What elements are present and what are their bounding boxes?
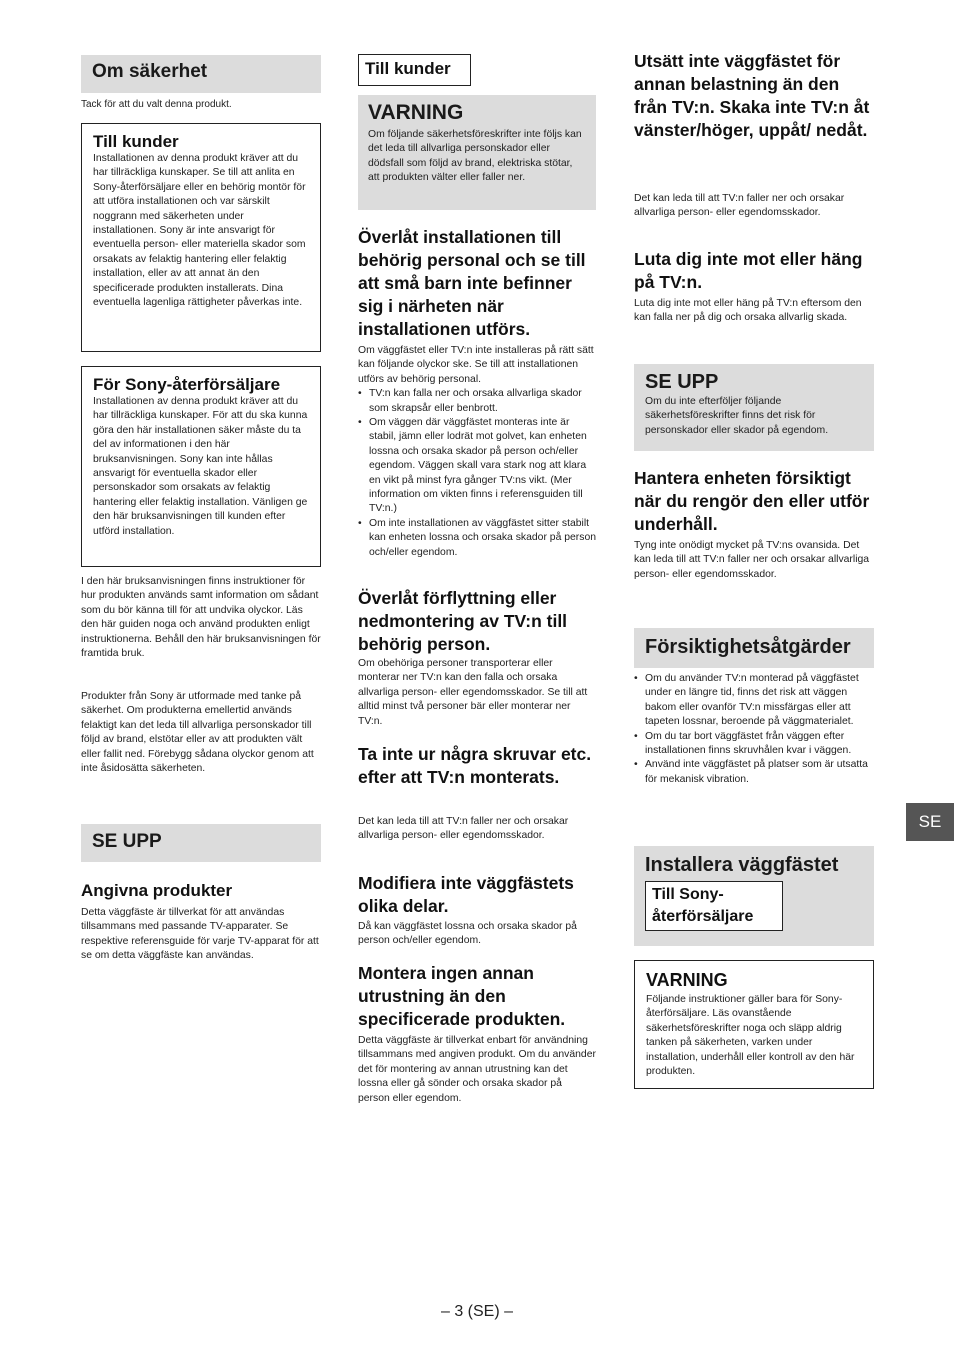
paragraph: Det kan leda till att TV:n faller ner och orsakar allvarliga person- eller egendomsskador. bbox=[358, 816, 569, 842]
section-title: Försiktighetsåtgärder bbox=[645, 636, 851, 658]
tag-label: Till kunder bbox=[365, 59, 451, 78]
box-sony-aterforsaljare bbox=[81, 366, 321, 567]
paragraph: Tyng inte onödigt mycket på TV:ns ovansida. Det kan leda till att TV:n faller ner och orsakar allvarliga person- eller egendomsskador. bbox=[634, 540, 870, 580]
heading: Utsätt inte väggfästet för annan belastning än den från TV:n. Skaka inte TV:n åt vänster/höger, uppåt/ nedåt. bbox=[634, 51, 870, 140]
paragraph: Luta dig inte mot eller häng på TV:n eftersom den kan falla ner på dig och orsaka allvarlig skada. bbox=[634, 298, 862, 324]
heading: Angivna produkter bbox=[81, 881, 233, 900]
heading: Ta inte ur några skruvar etc. efter att TV:n monterats. bbox=[358, 744, 592, 787]
se-upp-title: SE UPP bbox=[645, 371, 719, 393]
se-upp-text: Om du inte efterföljer följande säkerhetsföreskrifter finns det risk för personskador eller skador på egendom. bbox=[645, 396, 829, 436]
language-tab: SE bbox=[906, 803, 954, 841]
heading: Hantera enheten försiktigt när du rengör den eller utför underhåll. bbox=[634, 468, 870, 534]
list-item: • Använd inte väggfästet på platser som är utsatta för mekanisk vibration. bbox=[634, 758, 874, 787]
paragraph: Detta väggfäste är tillverkat för att användas tillsammans med passande TV-apparater. Se respektive referensguide för varje TV-apparat för att se om detta väggfäste kan användas. bbox=[81, 907, 319, 962]
paragraph: Om väggfästet eller TV:n inte installeras på rätt sätt kan följande olyckor ske. Se till att installationen utförs av behörig personal. bbox=[358, 345, 594, 385]
paragraph: Det kan leda till att TV:n faller ner och orsakar allvarliga person- eller egendomsskador. bbox=[634, 193, 845, 219]
warning-text: Följande instruktioner gäller bara för Sony-återförsäljare. Läs ovanstående säkerhetsföreskrifter noga och släpp aldrig tanken på säkerheten, varken under installation, underhåll eller kontroll av den här produkten. bbox=[646, 994, 855, 1078]
heading: Överlåt förflyttning eller nedmontering av TV:n till behörig person. bbox=[358, 588, 568, 654]
box-heading: För Sony-återförsäljare bbox=[93, 375, 281, 394]
page-number: – 3 (SE) – bbox=[440, 1303, 514, 1320]
warning-title: VARNING bbox=[646, 970, 728, 990]
se-upp-box bbox=[634, 364, 874, 451]
list-item: • Om du tar bort väggfästet från väggen efter installationen finns skruvhålen kvar i väggen. bbox=[634, 730, 874, 759]
heading: Överlåt installationen till behörig personal och se till att små barn inte befinner sig i närheten när installationen utförs. bbox=[358, 227, 586, 339]
tag-label: Till Sony-återförsäljare bbox=[652, 886, 754, 925]
section-header-om-sakerhet bbox=[81, 55, 321, 93]
paragraph: Om obehöriga personer transporterar eller monterar ner TV:n kan den falla och orsaka allvarliga person- eller egendomsskador. Se till att alltid minst två personer bär eller monterar ner TV:n. bbox=[358, 658, 588, 727]
warning-title: VARNING bbox=[368, 101, 464, 124]
warning-box bbox=[358, 95, 596, 210]
section-title: Om säkerhet bbox=[92, 61, 208, 82]
list-item: • Om väggen där väggfästet monteras inte är stabil, jämn eller lodrät mot golvet, kan enheten lossna och orsaka skador på person och/eller egendom. Väggen skall vara stark nog att klara en vikt på minst fyra gånger TV:ns vikt. (Mer information om vikten finns i referensguiden till TV:n.) bbox=[358, 416, 596, 517]
intro-text: Tack för att du valt denna produkt. bbox=[81, 99, 232, 110]
list-item: • TV:n kan falla ner och orsaka allvarliga skador som skrapsår eller benbrott. bbox=[358, 387, 596, 416]
heading: Modifiera inte väggfästets olika delar. bbox=[358, 873, 574, 916]
list-item: • Om du använder TV:n monterad på väggfästet under en längre tid, finns det risk att väggen bakom eller ovanför TV:n missfärgas eller att tapeten lossnar, beroende på väggmaterialet. bbox=[634, 672, 874, 730]
bullet-list bbox=[358, 387, 596, 560]
warning-text: Om följande säkerhetsföreskrifter inte följs kan det leda till allvarliga personskador eller dödsfall som följd av brand, elektriska stötar, att produkten välter eller faller ner. bbox=[368, 129, 582, 184]
section-header-se-upp bbox=[81, 824, 321, 862]
section-title: SE UPP bbox=[92, 831, 162, 852]
box-heading: Till kunder bbox=[93, 132, 179, 151]
paragraph: Produkter från Sony är utformade med tanke på säkerhet. Om produkterna emellertid används felaktigt kan det leda till allvarliga personskador till följd av brand, elstötar eller av att produkten vält eller fallit ned. Förebygg sådana olyckor genom att inte åsidosätta säkerheten. bbox=[81, 691, 314, 775]
tag-till-sony-aterforsaljare bbox=[645, 881, 783, 931]
block-installation bbox=[358, 344, 596, 560]
section-header-forsiktighetsatgarder bbox=[634, 628, 874, 668]
box-text: Installationen av denna produkt kräver att du har tillräckliga kunskaper. För att du ska kunna göra den här installationen säker måste du ta del av informationen i den här bruksanvisningen. Sony kan inte hållas ansvarigt för eventuella skador eller personskador som orsakats av felaktig hantering eller felaktig installation. Vänligen ge den här bruksanvisningen till kunden efter utförd installation. bbox=[93, 396, 308, 537]
section-header-installera bbox=[634, 846, 874, 946]
paragraph: I den här bruksanvisningen finns instruktioner för hur produkten används samt information om sådant som du bör känna till för att undvika olyckor. Läs den här guiden noga och använd produkten enligt instruktionerna. Behåll den här bruksanvisningen för framtida bruk. bbox=[81, 576, 321, 660]
heading: Montera ingen annan utrustning än den specificerade produkten. bbox=[358, 963, 566, 1029]
box-text: Installationen av denna produkt kräver att du har tillräckliga kunskaper. Se till att anlita en Sony-återförsäljare eller en behörig montör för att utföra installationen och var särskilt noggrann med säkerheten under installationen. Sony är inte ansvarigt för eventuella person- eller materiella skador som orsakats av felaktig hantering eller felaktig installation, eller av att annat än den specificerade produkten installerats. Dina eventuella lagenliga rättigheter påverkas inte. bbox=[93, 153, 306, 309]
paragraph: Detta väggfäste är tillverkat enbart för användning tillsammans med angiven produkt. Om du använder det för montering av annan utrustning kan det lossna eller gå sönder och orsaka skador på person eller egendom. bbox=[358, 1035, 596, 1104]
box-till-kunder bbox=[81, 123, 321, 352]
section-title: Installera väggfästet bbox=[645, 854, 839, 876]
list-item: • Om inte installationen av väggfästet sitter stabilt kan enheten lossna och orsaka skador på person och/eller egendom. bbox=[358, 517, 596, 560]
precautions-list bbox=[634, 672, 874, 787]
warning-box-retailer bbox=[634, 960, 874, 1089]
heading: Luta dig inte mot eller häng på TV:n. bbox=[634, 249, 863, 292]
paragraph: Då kan väggfästet lossna och orsaka skador på person och/eller egendom. bbox=[358, 921, 577, 947]
tag-till-kunder bbox=[358, 54, 471, 86]
